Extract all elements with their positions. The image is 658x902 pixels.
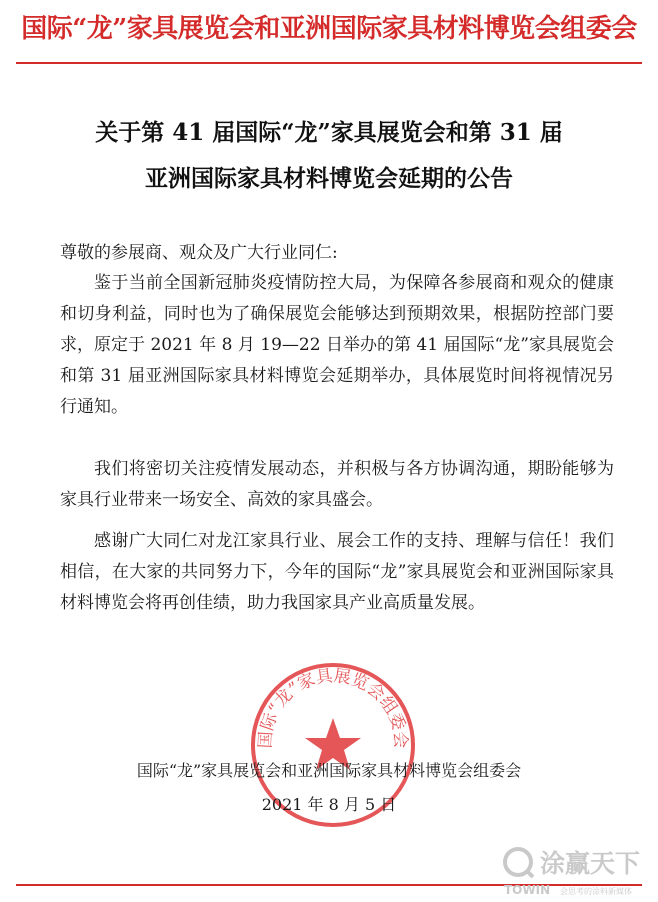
letterhead-title: 国际“龙”家具展览会和亚洲国际家具材料博览会组委会 [21,14,637,44]
body-paragraph-2 [60,454,614,516]
document-title-line-2: 亚洲国际家具材料博览会延期的公告 [145,165,513,192]
paragraph-text: 感谢广大同仁对龙江家具行业、展会工作的支持、理解与信任！我们相信，在大家的共同努力下，今年的国际“龙”家具展览会和亚洲国际家具材料博览会将再创佳绩，助力我国家具产业高质量发展。 [60,531,614,613]
watermark-tagline: 会思考的涂料新媒体 [560,887,632,896]
seal-text: 国际“龙”家具展览会组委会 [255,666,411,749]
document-title-line-1: 关于第 41 届国际“龙”家具展览会和第 31 届 [95,119,563,146]
letterhead-rule [16,62,642,64]
watermark [498,842,654,900]
signature-organization: 国际“龙”家具展览会和亚洲国际家具材料博览会组委会 [136,761,522,780]
body-paragraph-3 [60,526,614,619]
salutation: 尊敬的参展商、观众及广大行业同仁: [60,243,338,263]
watermark-brand-en: TOWIN [504,883,551,897]
watermark-brand-cn: 涂赢天下 [540,849,641,878]
body-paragraph-1 [60,268,614,423]
paragraph-text: 我们将密切关注疫情发展动态，并积极与各方协调沟通，期盼能够为家具行业带来一场安全、高效的家具盛会。 [60,459,614,510]
signature-date: 2021 年 8 月 5 日 [261,795,397,814]
paragraph-text: 鉴于当前全国新冠肺炎疫情防控大局，为保障各参展商和观众的健康和切身利益，同时也为了确保展览会能够达到预期效果，根据防控部门要求，原定于 2021 年 8 月 19—22 日举办的第 41 届国际“龙”家具展览会和第 31 届亚洲国际家具材料博览会延期举办，具体展览时间将视情况另行通知。 [60,273,614,417]
